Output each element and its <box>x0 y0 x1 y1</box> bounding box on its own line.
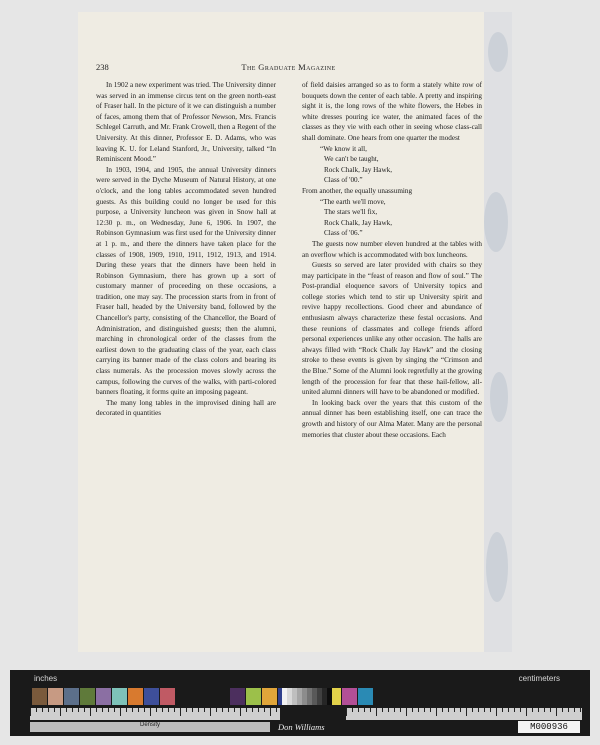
ruler-tick <box>436 708 437 716</box>
ruler-tick <box>204 708 205 712</box>
paragraph: In looking back over the years that this custom of the annual dinner has been establishing itself, one can trace the growth and history of our Alma Mater. Many are the personal memories that cluster about these occasions. Each <box>302 398 482 439</box>
paragraph: In 1902 a new experiment was tried. The University dinner was served in an immense circus tent on the green north-east of Fraser hall. In the picture of it we can distinguish a number of faces, among them that of Professor Newson, Mrs. Francis Schlegel Carruth, and Mr. Frank Crowell, then a Regent of the University. At this dinner, Professor E. D. Adams, who was leaving K. U. for Leland Stanford, Jr., University, talked “In Reminiscent Mood.” <box>96 81 276 164</box>
centimeters-label: centimeters <box>518 674 560 683</box>
ruler-tick <box>162 708 163 712</box>
ruler-tick <box>412 708 413 712</box>
verse-line: “The earth we'll move, <box>320 197 386 206</box>
ruler-tick <box>406 708 407 716</box>
page-header <box>96 62 481 74</box>
color-swatch <box>64 688 79 705</box>
ruler-tick <box>240 708 241 716</box>
color-swatch <box>342 688 357 705</box>
ruler-tick <box>210 708 211 716</box>
ruler-tick <box>132 708 133 712</box>
ruler-tick <box>126 708 127 712</box>
ruler-tick <box>424 708 425 712</box>
ruler-tick <box>544 708 545 712</box>
right-column <box>302 80 482 440</box>
ruler-tick <box>30 708 31 716</box>
ruler-tick <box>72 708 73 712</box>
paragraph: of field daisies arranged so as to form a stately white row of bouquets down the center of each table. A pretty and inspiring sight it is, the long rows of the white flowers, the Hebes in white dresses pouring ice water, the animated faces of the classes as they vie with each other in seeing whose class-call shall dominate. One hears from one quarter the modest <box>302 81 482 142</box>
ruler-tick <box>382 708 383 712</box>
verse-line: “We know it all, <box>320 144 367 153</box>
color-swatch <box>128 688 143 705</box>
verse-line: Rock Chalk, Jay Hawk, <box>324 165 393 174</box>
verse-line: Class of '06.” <box>324 229 363 238</box>
ruler-tick <box>192 708 193 712</box>
ruler-tick <box>550 708 551 712</box>
ruler-tick <box>388 708 389 712</box>
ruler-tick <box>514 708 515 712</box>
ruler-tick <box>502 708 503 712</box>
ruler-tick <box>150 708 151 716</box>
edge-blot <box>490 372 508 422</box>
paragraph: Guests so served are later provided with chairs so they may participate in the “feast of reason and flow of soul.” The Post-prandial eloquence savors of University topics and college stories which tend to stir up University spirit and revive happy recollections. Good cheer and abundance of enthusiasm always characterize these festal occasions. And these reunions of classmates and college friends afford personal experiences unlike any other occasion. The halls are always filled with “Rock Chalk Jay Hawk” and the closing stroke to these events is given by singing the “Crimson and the Blue.” Some of the Alumni look regretfully at the growing length of the procession for fear that these hail-fellow, all-united alumni dinners will have to be abandoned or modified. <box>302 261 482 397</box>
paragraph: The guests now number eleven hundred at the tables with an overflow which is accommodated with box luncheons. <box>302 239 482 259</box>
ruler-tick <box>36 708 37 712</box>
ruler-tick <box>264 708 265 712</box>
ruler-tick <box>252 708 253 712</box>
ruler-tick <box>186 708 187 712</box>
ruler-tick <box>574 708 575 712</box>
ruler-tick <box>144 708 145 712</box>
color-swatch <box>96 688 111 705</box>
color-swatch <box>144 688 159 705</box>
ruler-tick <box>364 708 365 712</box>
ruler-tick <box>376 708 377 716</box>
class-call-verse <box>302 144 482 186</box>
ruler-tick <box>84 708 85 712</box>
ruler-tick <box>484 708 485 712</box>
ruler-tick <box>114 708 115 712</box>
ruler-tick <box>216 708 217 712</box>
ruler-tick <box>96 708 97 712</box>
ruler-tick <box>358 708 359 712</box>
color-swatch <box>80 688 95 705</box>
ruler-tick <box>580 708 581 712</box>
ruler-tick <box>478 708 479 712</box>
ruler-tick <box>562 708 563 712</box>
ruler-tick <box>556 708 557 716</box>
ruler-tick <box>228 708 229 712</box>
ruler-tick <box>108 708 109 712</box>
color-swatch <box>230 688 245 705</box>
ruler-tick <box>246 708 247 712</box>
ruler-tick <box>222 708 223 712</box>
page-number: 238 <box>96 62 109 72</box>
ruler-tick <box>258 708 259 712</box>
color-calibration-target <box>10 670 590 736</box>
ruler-tick <box>54 708 55 712</box>
ruler-tick <box>466 708 467 716</box>
ruler-tick <box>394 708 395 712</box>
ruler-tick <box>60 708 61 716</box>
color-swatch <box>32 688 47 705</box>
ruler-tick <box>90 708 91 716</box>
ruler-tick <box>120 708 121 716</box>
ruler-tick <box>276 708 277 712</box>
ruler-tick <box>346 708 347 716</box>
color-swatch <box>246 688 261 705</box>
verse-line: Class of '00.” <box>324 176 363 185</box>
ruler-tick <box>454 708 455 712</box>
class-call-verse <box>302 197 482 239</box>
ruler-tick <box>180 708 181 716</box>
ruler-tick <box>42 708 43 712</box>
color-swatch <box>262 688 277 705</box>
ruler-tick <box>174 708 175 712</box>
gray-swatch <box>327 688 332 705</box>
ruler-tick <box>472 708 473 712</box>
inches-label: inches <box>34 674 58 683</box>
density-label: Density <box>140 722 161 728</box>
ruler-tick <box>532 708 533 712</box>
centimeter-ruler <box>346 708 582 720</box>
ruler-tick <box>270 708 271 716</box>
ruler-tick <box>48 708 49 712</box>
ruler-tick <box>520 708 521 712</box>
running-title: The Graduate Magazine <box>241 62 336 72</box>
ruler-tick <box>234 708 235 712</box>
edge-blot <box>486 532 508 602</box>
edge-blot <box>488 32 508 72</box>
ruler-tick <box>370 708 371 712</box>
ruler-tick <box>78 708 79 712</box>
ruler-tick <box>102 708 103 712</box>
ruler-tick <box>448 708 449 712</box>
ruler-tick <box>508 708 509 712</box>
ruler-tick <box>352 708 353 712</box>
ruler-tick <box>168 708 169 712</box>
ruler-tick <box>568 708 569 712</box>
signature: Don Williams <box>278 722 325 732</box>
color-swatch <box>48 688 63 705</box>
ruler-tick <box>496 708 497 716</box>
color-swatch <box>160 688 175 705</box>
color-swatch <box>112 688 127 705</box>
ruler-tick <box>490 708 491 712</box>
ruler-tick <box>198 708 199 712</box>
ruler-tick <box>526 708 527 716</box>
item-id: M000936 <box>518 721 580 733</box>
ruler-tick <box>418 708 419 712</box>
paragraph: In 1903, 1904, and 1905, the annual University dinners were served in the Dyche Museum of Natural History, at one o'clock, and the long tables accommodated seven hundred guests. As this building could no longer be used for this purpose, a University luncheon was given in Snow hall at 12:30 p. m., on Wednesday, June 6, 1906. In 1907, the Robinson Gymnasium was first used for the University dinner at 1 p. m., and there the dinners have taken place for the classes of 1908, 1909, 1910, 1911, 1912, 1913, and 1914. During these years that the dinners have been held in Robinson Gymnasium, there has grown up a sort of customary manner of proceeding on these occasions, a tradition, one may say. The procession starts from in front of Fraser hall, headed by the University band, followed by the Chancellor's party, consisting of the Chancellor, the Board of Administration, and distinguished guests; then the alumni, marching in chronological order of the classes from the earliest down to the graduating class of the year, each class carrying its banner made of the class colors and bearing its class numerals. As the procession moves slowly across the campus, following the curves of the walks, with parti-colored banners floating, it forms quite an imposing pageant. <box>96 165 276 397</box>
ruler-tick <box>400 708 401 712</box>
verse-line: Rock Chalk, Jay Hawk, <box>324 218 393 227</box>
ruler-tick <box>156 708 157 712</box>
page-torn-edge <box>484 12 512 652</box>
ruler-tick <box>442 708 443 712</box>
ruler-tick <box>430 708 431 712</box>
ruler-tick <box>138 708 139 712</box>
edge-blot <box>484 192 508 252</box>
inch-ruler <box>30 708 280 720</box>
paragraph: From another, the equally unassuming <box>302 186 413 195</box>
ruler-tick <box>538 708 539 712</box>
verse-line: The stars we'll fix, <box>324 208 378 217</box>
verse-line: We can't be taught, <box>324 155 379 164</box>
left-column <box>96 80 276 419</box>
ruler-tick <box>460 708 461 712</box>
paragraph: The many long tables in the improvised dining hall are decorated in quantities <box>96 398 276 418</box>
color-swatch <box>358 688 373 705</box>
ruler-tick <box>66 708 67 712</box>
